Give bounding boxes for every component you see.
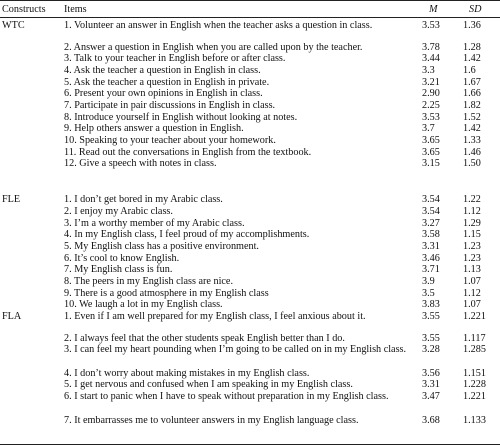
mean-value: 3.78: [422, 42, 440, 53]
sd-value: 1.117: [463, 333, 486, 344]
mean-value: 3.83: [422, 299, 440, 310]
mean-value: 3.68: [422, 415, 440, 426]
mean-value: 3.15: [422, 158, 440, 169]
mean-value: 3.31: [422, 241, 440, 252]
item-text: 9. Help others answer a question in English.: [64, 123, 244, 134]
sd-value: 1.07: [463, 276, 481, 287]
item-text: 3. I’m a worthy member of my Arabic class.: [64, 218, 245, 229]
mean-value: 3.28: [422, 344, 440, 355]
sd-value: 1.23: [463, 241, 481, 252]
item-text: 6. I start to panic when I have to speak without preparation in my English class.: [64, 391, 389, 402]
sd-value: 1.07: [463, 299, 481, 310]
header-rule: [0, 17, 500, 18]
mean-value: 3.55: [422, 311, 440, 322]
sd-value: 1.151: [463, 368, 486, 379]
item-text: 7. Participate in pair discussions in English in class.: [64, 100, 276, 111]
sd-value: 1.15: [463, 229, 481, 240]
item-text: 1. Even if I am well prepared for my English class, I feel anxious about it.: [64, 311, 366, 322]
mean-value: 3.7: [422, 123, 435, 134]
mean-value: 3.9: [422, 276, 435, 287]
item-text: 7. It embarrasses me to volunteer answers in my English language class.: [64, 415, 359, 426]
sd-value: 1.46: [463, 147, 481, 158]
mean-value: 3.54: [422, 194, 440, 205]
bottom-rule: [0, 444, 500, 445]
mean-value: 3.53: [422, 112, 440, 123]
sd-value: 1.29: [463, 218, 481, 229]
sd-value: 1.13: [463, 264, 481, 275]
item-text: 8. Introduce yourself in English without looking at notes.: [64, 112, 298, 123]
item-text: 3. Talk to your teacher in English before or after class.: [64, 53, 286, 64]
item-text: 1. Volunteer an answer in English when the teacher asks a question in class.: [64, 20, 373, 31]
header-items: Items: [64, 4, 87, 15]
mean-value: 3.55: [422, 333, 440, 344]
item-text: 8. The peers in my English class are nice.: [64, 276, 233, 287]
item-text: 4. In my English class, I feel proud of my accomplishments.: [64, 229, 310, 240]
item-text: 3. I can feel my heart pounding when I’m going to be called on in my English class.: [64, 344, 407, 355]
sd-value: 1.82: [463, 100, 481, 111]
item-text: 2. Answer a question in English when you are called upon by the teacher.: [64, 42, 363, 53]
item-text: 2. I enjoy my Arabic class.: [64, 206, 173, 217]
sd-value: 1.133: [463, 415, 486, 426]
sd-value: 1.221: [463, 311, 486, 322]
mean-value: 3.21: [422, 77, 440, 88]
sd-value: 1.228: [463, 379, 486, 390]
item-text: 10. We laugh a lot in my English class.: [64, 299, 223, 310]
sd-value: 1.6: [463, 65, 476, 76]
mean-value: 3.65: [422, 135, 440, 146]
item-text: 6. Present your own opinions in English in class.: [64, 88, 263, 99]
mean-value: 3.58: [422, 229, 440, 240]
sd-value: 1.42: [463, 53, 481, 64]
item-text: 5. My English class has a positive environment.: [64, 241, 259, 252]
mean-value: 3.46: [422, 253, 440, 264]
mean-value: 3.65: [422, 147, 440, 158]
construct-label: FLE: [2, 194, 21, 205]
item-text: 11. Read out the conversations in English from the textbook.: [64, 147, 312, 158]
sd-value: 1.67: [463, 77, 481, 88]
construct-label: WTC: [2, 20, 25, 31]
item-text: 5. I get nervous and confused when I am speaking in my English class.: [64, 379, 353, 390]
sd-value: 1.221: [463, 391, 486, 402]
sd-value: 1.12: [463, 288, 481, 299]
construct-label: FLA: [2, 311, 22, 322]
mean-value: 3.47: [422, 391, 440, 402]
mean-value: 3.5: [422, 288, 435, 299]
sd-value: 1.36: [463, 20, 481, 31]
mean-value: 3.44: [422, 53, 440, 64]
item-text: 6. It’s cool to know English.: [64, 253, 180, 264]
sd-value: 1.23: [463, 253, 481, 264]
sd-value: 1.285: [463, 344, 486, 355]
item-text: 1. I don’t get bored in my Arabic class.: [64, 194, 223, 205]
mean-value: 3.27: [422, 218, 440, 229]
header-constructs: Constructs: [2, 4, 46, 15]
sd-value: 1.12: [463, 206, 481, 217]
sd-value: 1.33: [463, 135, 481, 146]
item-text: 12. Give a speech with notes in class.: [64, 158, 217, 169]
mean-value: 2.90: [422, 88, 440, 99]
sd-value: 1.66: [463, 88, 481, 99]
item-text: 7. My English class is fun.: [64, 264, 173, 275]
header-mean: M: [429, 4, 438, 15]
mean-value: 3.3: [422, 65, 435, 76]
item-text: 5. Ask the teacher a question in English in private.: [64, 77, 270, 88]
item-text: 9. There is a good atmosphere in my English class: [64, 288, 269, 299]
sd-value: 1.22: [463, 194, 481, 205]
mean-value: 3.71: [422, 264, 440, 275]
sd-value: 1.52: [463, 112, 481, 123]
mean-value: 3.56: [422, 368, 440, 379]
table-header: [0, 1, 500, 17]
sd-value: 1.28: [463, 42, 481, 53]
item-text: 10. Speaking to your teacher about your homework.: [64, 135, 276, 146]
mean-value: 3.31: [422, 379, 440, 390]
sd-value: 1.42: [463, 123, 481, 134]
sd-value: 1.50: [463, 158, 481, 169]
mean-value: 3.54: [422, 206, 440, 217]
header-sd: SD: [469, 4, 482, 15]
mean-value: 2.25: [422, 100, 440, 111]
mean-value: 3.53: [422, 20, 440, 31]
item-text: 2. I always feel that the other students speak English better than I do.: [64, 333, 345, 344]
item-text: 4. Ask the teacher a question in English in class.: [64, 65, 261, 76]
item-text: 4. I don’t worry about making mistakes in my English class.: [64, 368, 310, 379]
